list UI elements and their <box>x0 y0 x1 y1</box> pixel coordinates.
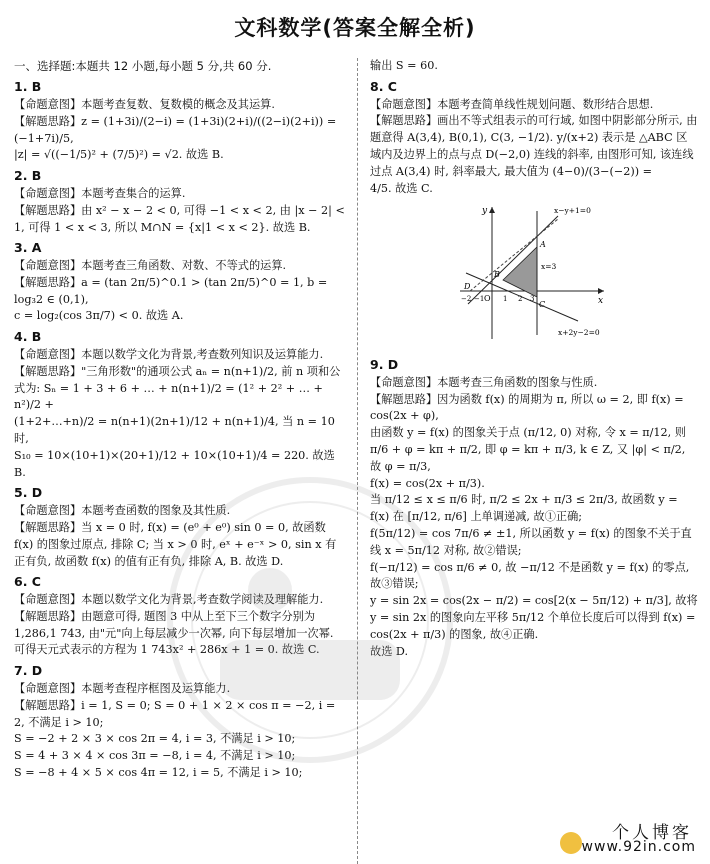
question-number: 6. C <box>14 574 41 590</box>
paragraph: f(x) = cos(2x + π/3). <box>370 476 485 490</box>
x-axis-arrow <box>598 288 604 294</box>
label-c: C <box>539 300 546 310</box>
tick-3: 3 <box>530 295 535 304</box>
paragraph: 【命题意图】本题考查程序框图及运算能力. <box>14 682 231 696</box>
column-divider <box>357 58 358 864</box>
paragraph: 【命题意图】本题考查复数、复数模的概念及其运算. <box>14 98 275 111</box>
tick-minus-1: −1 <box>474 295 485 304</box>
question-number: 7. D <box>14 663 43 679</box>
paragraph: S = −8 + 4 × 5 × cos 4π = 12, i = 5, 不满足 i > 10; <box>14 766 303 779</box>
question-number: 8. C <box>370 78 397 94</box>
paragraph: c = log₂(cos 3π/7) < 0. 故选 A. <box>14 309 184 323</box>
paragraph: 【命题意图】本题考查三角函数的图象与性质. <box>370 375 598 389</box>
tick-2: 2 <box>518 295 523 304</box>
label-b: B <box>494 270 500 280</box>
feasible-region-graph <box>458 203 608 343</box>
paragraph: f(−π/12) = cos π/6 ≠ 0, 故 −π/12 不是函数 y = f(x) 的零点, 故③错误; <box>370 560 690 591</box>
paragraph: 【命题意图】本题考查三角函数、对数、不等式的运算. <box>14 259 287 273</box>
paragraph: 【命题意图】本题以数学文化为背景,考查数学阅读及理解能力. <box>14 593 324 607</box>
paragraph: 【命题意图】本题考查函数的图象及其性质. <box>14 504 231 518</box>
paragraph: 【命题意图】本题考查集合的运算. <box>14 186 186 200</box>
right-column <box>370 58 698 660</box>
paragraph: 4/5. 故选 C. <box>370 181 433 195</box>
paragraph: 由函数 y = f(x) 的图象关于点 (π/12, 0) 对称, 令 x = π/12, 则 π/6 + φ = kπ + π/2, 即 φ = kπ + π/3, k ∈ Z, 又 |φ| < π/2, 故 φ = π/3, <box>370 426 686 473</box>
paragraph: 【解题思路】由 x² − x − 2 < 0, 可得 −1 < x < 2, 由 |x − 2| < 1, 可得 1 < x < 3, 所以 M∩N = {x|1 < x < 2}. 故选 B. <box>14 203 345 234</box>
question-number: 9. D <box>370 357 399 373</box>
section-heading: 一、选择题:本题共 12 小题,每小题 5 分,共 60 分. <box>14 59 272 73</box>
tick-minus-2: −2 <box>461 295 472 304</box>
paragraph: 【解题思路】由题意可得, 题图 3 中从上至下三个数字分别为 1,286,1 743, 由"元"向上每层减少一次幂, 向下每层增加一次幂. 可得天元式表示的方程为 1 743x² + 286x + 1 = 0. 故选 C. <box>14 609 334 657</box>
paragraph: 故选 D. <box>370 644 409 658</box>
label-line1: x−y+1=0 <box>554 206 591 216</box>
paragraph: 【解题思路】因为函数 f(x) 的周期为 π, 所以 ω = 2, 即 f(x) = cos(2x + φ), <box>370 392 684 423</box>
paragraph: 【解题思路】当 x = 0 时, f(x) = (e⁰ + e⁰) sin 0 = 0, 故函数 f(x) 的图象过原点, 排除 C; 当 x > 0 时, eˣ + e⁻ˣ > 0, sin x 有正有负, 故函数 f(x) 的值有正有负, 排除 A, B. 故选 D. <box>14 520 337 568</box>
paragraph: 输出 S = 60. <box>370 59 438 72</box>
label-x: x <box>598 296 604 307</box>
shaded-region <box>503 247 537 297</box>
paragraph: 当 π/12 ≤ x ≤ π/6 时, π/2 ≤ 2x + π/3 ≤ 2π/3, 故函数 y = f(x) 在 [π/12, π/6] 上单调递减, 故①正确; <box>370 493 678 524</box>
paragraph: S = 4 + 3 × 4 × cos 3π = −8, i = 4, 不满足 i > 10; <box>14 749 296 763</box>
y-axis-arrow <box>489 207 495 213</box>
left-column <box>14 58 346 782</box>
paragraph: 【命题意图】本题考查简单线性规划问题、数形结合思想. <box>370 97 654 111</box>
paragraph: 【解题思路】a = (tan 2π/5)^0.1 > (tan 2π/5)^0 = 1, b = log₃2 ∈ (0,1), <box>14 275 328 306</box>
label-d: D <box>464 282 471 292</box>
footer-line2: www.92in.com <box>581 839 696 855</box>
paragraph: f(5π/12) = cos 7π/6 ≠ ±1, 所以函数 y = f(x) 的图象不关于直线 x = 5π/12 对称, 故②错误; <box>370 527 692 557</box>
footer-line1: 个人博客 <box>612 823 692 843</box>
question-number: 2. B <box>14 168 42 184</box>
avatar-icon <box>560 832 582 854</box>
paragraph: 【解题思路】i = 1, S = 0; S = 0 + 1 × 2 × cos π = −2, i = 2, 不满足 i > 10; <box>14 698 336 729</box>
paragraph: 【命题意图】本题以数学文化为背景,考查数列知识及运算能力. <box>14 348 324 362</box>
label-line3: x+2y−2=0 <box>558 328 600 338</box>
question-number: 5. D <box>14 485 43 501</box>
paragraph: 【解题思路】画出不等式组表示的可行域, 如图中阴影部分所示, 由题意得 A(3,4), B(0,1), C(3, −1/2). y/(x+2) 表示是 △ABC 区域内及边界上的点与点 D(−2,0) 连线的斜率, 由图形可知, 该连线过点 A(3,4) 时, 斜率最大, 最大值为 (4−0)/(3−(−2)) = <box>370 114 698 178</box>
question-number: 1. B <box>14 79 42 95</box>
paragraph: S₁₀ = 10×(10+1)×(20+1)/12 + 10×(10+1)/4 = 220. 故选 B. <box>14 448 335 479</box>
tick-1: 1 <box>503 295 508 304</box>
footer-logo <box>560 818 700 858</box>
label-y: y <box>482 206 488 217</box>
page-title: 文科数学(答案全解全析) <box>234 16 476 40</box>
paragraph: 【解题思路】z = (1+3i)/(2−i) = (1+3i)(2+i)/((2−i)(2+i)) = (−1+7i)/5, <box>14 114 337 145</box>
paragraph: S = −2 + 2 × 3 × cos 2π = 4, i = 3, 不满足 i > 10; <box>14 732 296 746</box>
paragraph: 式为: Sₙ = 1 + 3 + 6 + … + n(n+1)/2 = (1² + 2² + … + n²)/2 + <box>14 381 323 412</box>
label-a: A <box>540 240 546 250</box>
question-number: 3. A <box>14 240 42 256</box>
paragraph: |z| = √((−1/5)² + (7/5)²) = √2. 故选 B. <box>14 148 224 162</box>
question-number: 4. B <box>14 329 42 345</box>
label-o: O <box>484 294 491 304</box>
paragraph: (1+2+…+n)/2 = n(n+1)(2n+1)/12 + n(n+1)/4, 当 n = 10 时, <box>14 415 335 445</box>
paragraph: y = sin 2x = cos(2x − π/2) = cos[2(x − 5π/12) + π/3], 故将 y = sin 2x 的图象向左平移 5π/12 个单位长度后可以得到 f(x) = cos(2x + π/3) 的图象, 故④正确. <box>370 594 698 641</box>
paragraph: 【解题思路】"三角形数"的通项公式 aₙ = n(n+1)/2, 前 n 项和公 <box>14 364 341 378</box>
label-line2: x=3 <box>541 262 557 272</box>
